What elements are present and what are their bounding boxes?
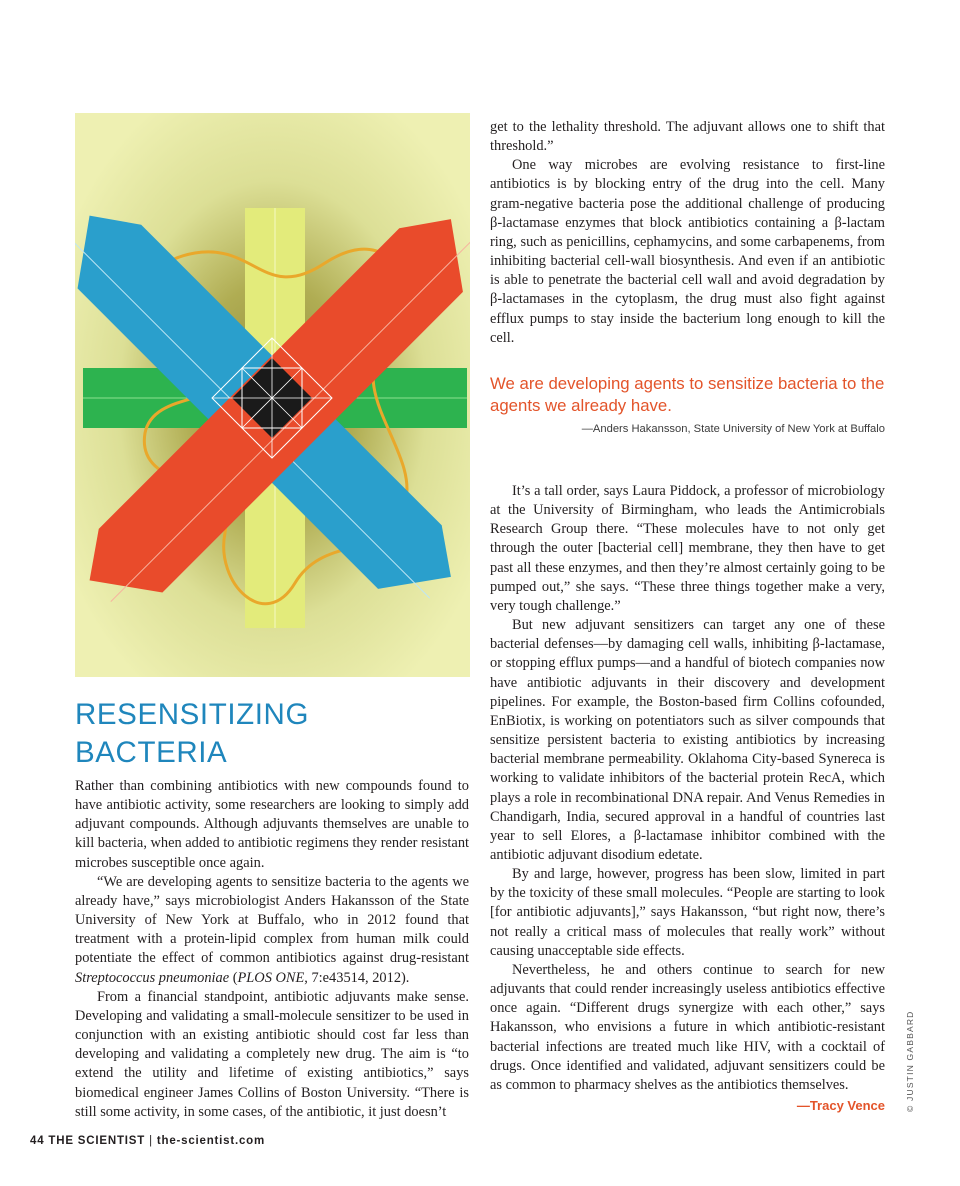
right-column-top [490, 118, 885, 348]
article-heading [75, 696, 475, 772]
page-footer [30, 1135, 265, 1147]
right-paragraph-1: get to the lethality threshold. The adjuvant allows one to shift that threshold.” [490, 119, 885, 155]
pull-quote-block [490, 373, 885, 435]
right-paragraph-5: By and large, however, progress has been slow, limited in part by the toxicity of these small molecules. “People are starting to look [for antibiotic adjuvants],” says Hakansson, “but right now, there’s not really a critical mass of molecules that really work” without causing unacceptable side effects. [490, 866, 885, 959]
footer-separator: | [149, 1135, 153, 1147]
magazine-name: THE SCIENTIST [48, 1135, 146, 1147]
journal-name: PLOS ONE [237, 969, 305, 986]
right-paragraph-3: It’s a tall order, says Laura Piddock, a professor of microbiology at the University of Birmingham, who leads the Antimicrobials Research Group there. “These molecules have to not only get through the outer [bacterial cell] membrane, they then have to get past all these enzymes, and then they’re almost certainly going to be pumped out,” she says. “These three things together make a very, very tough challenge.” [490, 483, 885, 614]
species-name: Streptococcus pneumoniae [75, 969, 230, 986]
illustration-credit [905, 1010, 917, 1124]
right-paragraph-6: Nevertheless, he and others continue to search for new adjuvants that could render increasingly useless antibiotics effective once again. “Different drugs synergize with each other,” says Hakansson, who envisions a future in which antibiotic-resistant bacterial infections are treated much like HIV, with a cocktail of drugs. Once identified and validated, adjuvant sensitizers could be as common to pharmacy shelves as the antibiotics themselves. [490, 961, 885, 1093]
right-paragraph-2: One way microbes are evolving resistance to first-line antibiotics is by blocking entry of the drug into the cell. Many gram-negative bacteria pose the additional challenge of producing β-lactamase enzymes that block antibiotics containing a β-lactam ring, such as penicillins, cephamycins, and some carbapenems, from inhibiting bacterial cell-wall biosynthesis. And even if an antibiotic is able to penetrate the bacterial cell wall and avoid degradation by β-lactamases in the cytoplasm, the drug must also fight against efflux pumps to stay inside the bacterium long enough to kill the cell. [490, 157, 885, 346]
website-url: the-scientist.com [156, 1135, 266, 1147]
left-paragraph-3: From a financial standpoint, antibiotic adjuvants make sense. Developing and validating a small-molecule sensitizer to be used in conjunction with an existing antibiotic should cost far less than developing and validating a completely new drug. The aim is “to extend the utility and lifetime of existing antibiotics,” says biomedical engineer James Collins of Boston University. “There is still some activity, in some cases, of the antibiotic, it just doesn’t [75, 988, 469, 1120]
left-paragraph-2-text: “We are developing agents to sensitize bacteria to the agents we already have,” says microbiologist Anders Hakansson of the State University of New York at Buffalo, who in 2012 found that treatment with a protein-lipid complex from human milk could potentiate the effect of common antibiotics against drug-resistant [75, 873, 469, 967]
molecular-cross-illustration-icon [75, 113, 470, 677]
page-number: 44 [30, 1135, 45, 1147]
article-illustration [75, 113, 470, 677]
citation-open: ( [229, 969, 238, 986]
right-paragraph-4: But new adjuvant sensitizers can target any one of these bacterial defenses—by damaging cell walls, inhibiting β-lactamase, or stopping efflux pumps—and a handful of biotech companies now have antibiotic adjuvants in their discovery and development pipelines. For example, the Boston-based firm Collins cofounded, EnBiotix, is working on potentiators such as silver compounds that sensitize persistent bacteria to existing antibiotics by increasing bacterial membrane permeability. Oklahoma City-based Synereca is working to validate inhibitors of the bacterial protein RecA, which plays a role in recombinational DNA repair. And Venus Remedies in Chandigarh, India, secured approval in a handful of countries last year to sell Elores, a β-lactamase inhibitor combined with the antibiotic adjuvant disodium edetate. [490, 617, 885, 863]
author-byline: —Tracy Vence [796, 1098, 885, 1113]
heading-line-1: RESENSITIZING [75, 698, 309, 731]
left-column [75, 777, 469, 1122]
heading-line-2: BACTERIA [75, 736, 228, 769]
pull-quote-attribution: —Anders Hakansson, State University of New York at Buffalo [581, 423, 885, 435]
citation-rest: , 7:e43514, 2012). [304, 969, 410, 986]
pull-quote: We are developing agents to sensitize bacteria to the agents we already have. [490, 374, 885, 415]
right-column-bottom [490, 482, 885, 1115]
left-paragraph-2 [75, 873, 469, 988]
credit-text: © JUSTIN GABBARD [905, 1010, 915, 1112]
left-paragraph-1: Rather than combining antibiotics with new compounds found to have antibiotic activity, some researchers are looking to simply add adjuvant compounds. Although adjuvants themselves are unable to kill bacteria, when added to antibiotic regimens they render resistant microbes susceptible once again. [75, 778, 470, 871]
